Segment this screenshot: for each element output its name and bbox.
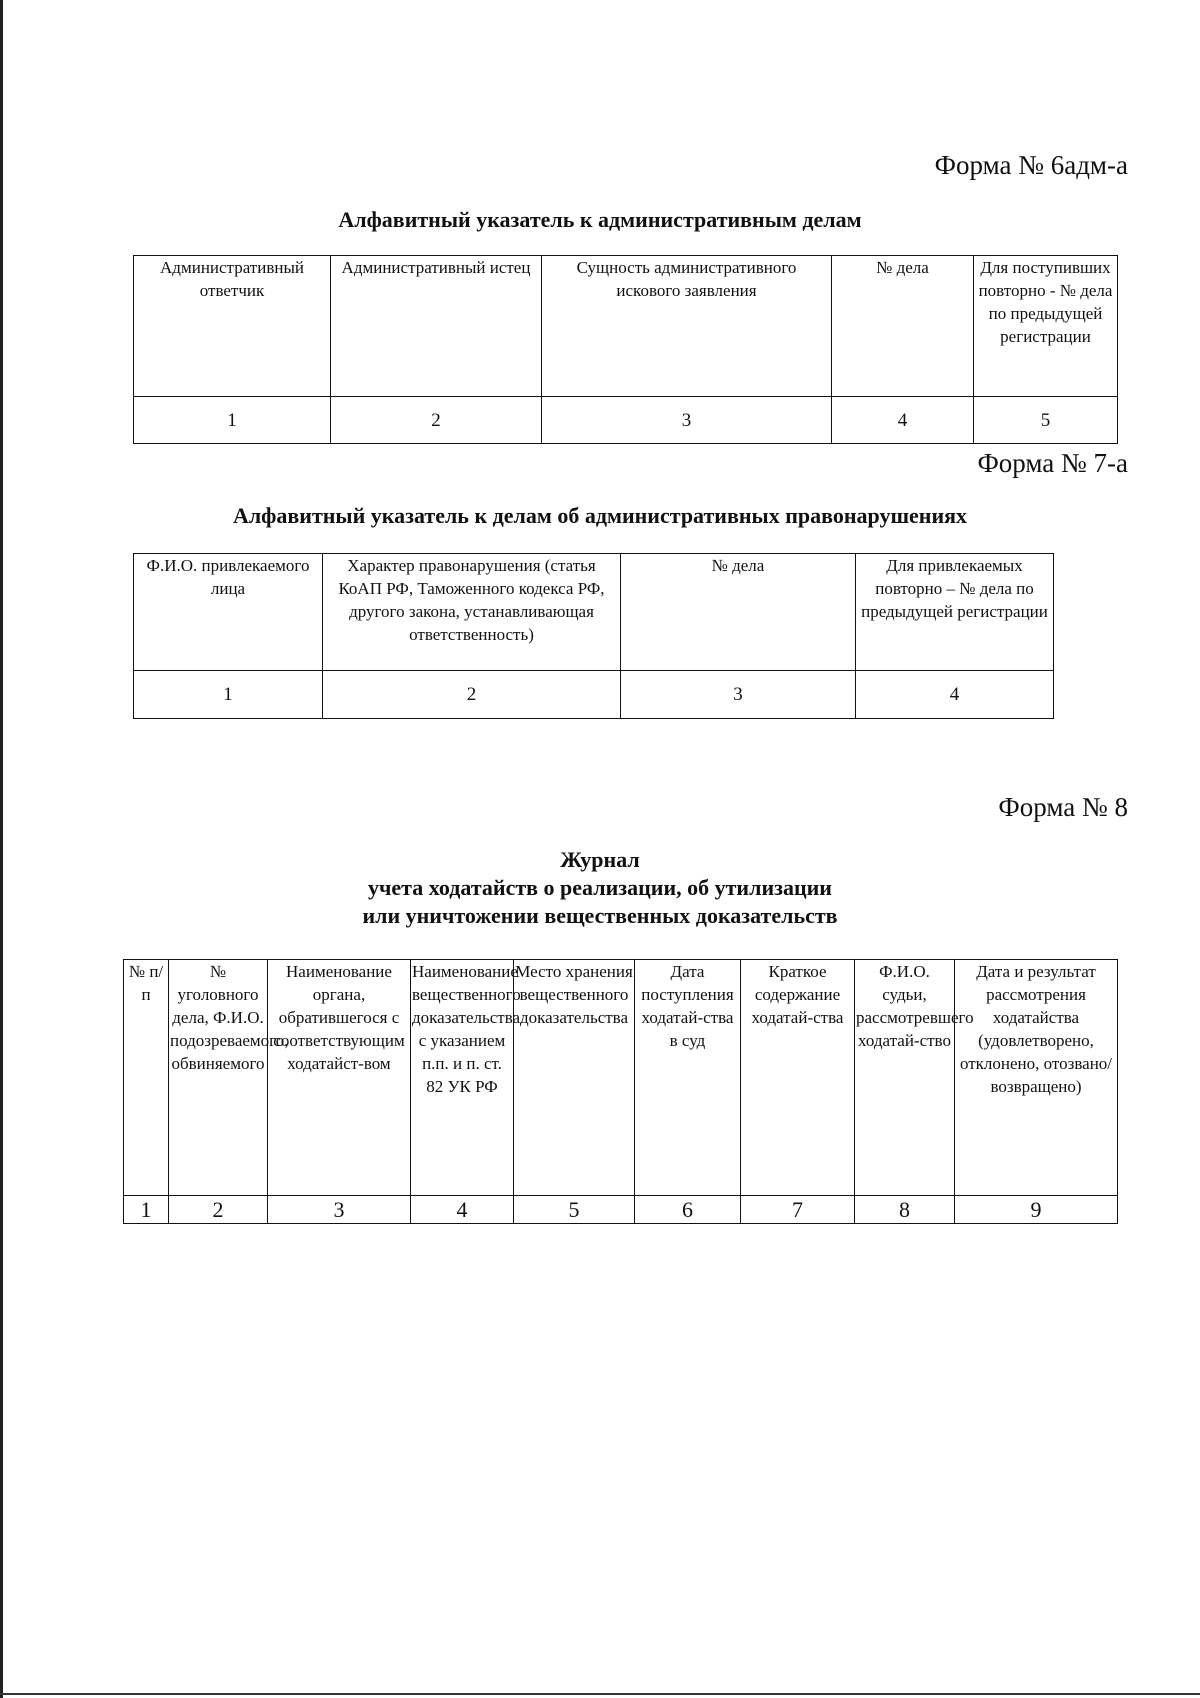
form3-header-summary: Краткое содержание ходатай-ства (741, 960, 855, 1196)
form2-table (133, 553, 1054, 719)
form1-header-claim-essence: Сущность административного искового заявления (542, 256, 832, 397)
form3-header-judge-name: Ф.И.О. судьи, рассмотревшего ходатай-ство (855, 960, 955, 1196)
form3-title-line: учета ходатайств о реализации, об утилизации (368, 875, 832, 900)
form1-header-plaintiff: Административный истец (331, 256, 542, 397)
form3-header-row-number: № п/п (124, 960, 169, 1196)
form3-header-receipt-date: Дата поступления ходатай-ства в суд (635, 960, 741, 1196)
form1-col-number: 3 (542, 397, 832, 444)
form3-col-number: 6 (635, 1196, 741, 1224)
form1-number-row (134, 397, 1118, 444)
form3-col-number: 7 (741, 1196, 855, 1224)
form2-col-number: 4 (856, 671, 1054, 719)
form2-col-number: 1 (134, 671, 323, 719)
form3-number-row (124, 1196, 1118, 1224)
form3-header-storage-place: Место хранения вещественного доказательства (514, 960, 635, 1196)
form3-title-line: или уничтожении вещественных доказательств (362, 903, 838, 928)
form3-col-number: 3 (268, 1196, 411, 1224)
form2-header-offense-nature: Характер правонарушения (статья КоАП РФ, Таможенного кодекса РФ, другого закона, устанавливающая ответственность) (323, 554, 621, 671)
form1-col-number: 4 (832, 397, 974, 444)
form3-header-evidence-name: Наименование вещественного доказательства с указанием п.п. и п. ст. 82 УК РФ (411, 960, 514, 1196)
form3-col-number: 2 (169, 1196, 268, 1224)
form1-header-respondent: Административный ответчик (134, 256, 331, 397)
form2-number-row (134, 671, 1054, 719)
form3-col-number: 4 (411, 1196, 514, 1224)
form1-table (133, 255, 1118, 444)
form2-col-number: 3 (621, 671, 856, 719)
form2-header-row (134, 554, 1054, 671)
form1-header-case-number: № дела (832, 256, 974, 397)
form3-col-number: 8 (855, 1196, 955, 1224)
form1-col-number: 1 (134, 397, 331, 444)
form3-header-row (124, 960, 1118, 1196)
form1-label: Форма № 6адм-а (934, 150, 1128, 180)
form1-title: Алфавитный указатель к административным делам (338, 207, 862, 232)
form2-label: Форма № 7-а (977, 448, 1128, 478)
form3-col-number: 5 (514, 1196, 635, 1224)
form3-header-result: Дата и результат рассмотрения ходатайства (удовлетворено, отклонено, отозвано/ возвращено) (955, 960, 1118, 1196)
form2-header-case-number: № дела (621, 554, 856, 671)
form3-table (123, 959, 1118, 1224)
form2-title: Алфавитный указатель к делам об административных правонарушениях (232, 503, 968, 528)
form2-header-repeat-case: Для привлекаемых повторно – № дела по предыдущей регистрации (856, 554, 1054, 671)
form1-col-number: 5 (974, 397, 1118, 444)
form3-col-number: 9 (955, 1196, 1118, 1224)
form3-title (0, 846, 1200, 930)
form1-col-number: 2 (331, 397, 542, 444)
scan-edge-bottom (0, 1693, 1200, 1695)
form3-header-applicant-body: Наименование органа, обратившегося с соответствующим ходатайст-вом (268, 960, 411, 1196)
form2-col-number: 2 (323, 671, 621, 719)
form3-label: Форма № 8 (998, 792, 1128, 822)
form3-title-line: Журнал (560, 847, 640, 872)
form3-col-number: 1 (124, 1196, 169, 1224)
form1-header-row (134, 256, 1118, 397)
form2-header-person-name: Ф.И.О. привлекаемого лица (134, 554, 323, 671)
form1-header-repeat-case: Для поступивших повторно - № дела по предыдущей регистрации (974, 256, 1118, 397)
form3-header-criminal-case: № уголовного дела, Ф.И.О. подозреваемого, обвиняемого (169, 960, 268, 1196)
